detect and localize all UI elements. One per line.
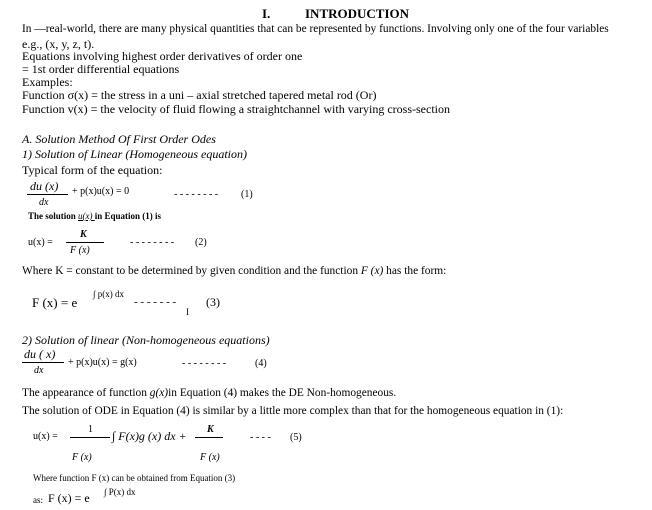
where-k-pre: Where K = constant to be determined by given condition and the function — [22, 265, 361, 277]
eq5-numerator-1: 1 — [88, 424, 93, 435]
subsection-1-title: 1) Solution of Linear (Homogeneous equation) — [22, 147, 247, 161]
section-title: INTRODUCTION — [305, 6, 410, 21]
eq5-lhs: u(x) = — [33, 431, 58, 442]
eq1-denominator: dx — [39, 197, 49, 208]
eq4-label: (4) — [255, 358, 267, 369]
eq3-exponent: ∫ p(x) dx — [93, 289, 124, 299]
eq4-fraction-bar — [22, 362, 64, 363]
solution-pre: The solution — [28, 211, 79, 221]
eq5-dashes: - - - - — [250, 432, 271, 443]
eq4-denominator: dx — [34, 365, 44, 376]
solution-post: in Equation (1) is — [94, 211, 162, 221]
eq6-lhs: F (x) = e — [48, 491, 90, 505]
intro-line-1: In —real-world, there are many physical quantities that can be represented by functions. Involving only one of the four variables — [22, 23, 609, 35]
where-function-line: Where function F (x) can be obtained from Equation (3) — [33, 473, 236, 483]
eq1-numerator: du (x) — [30, 179, 59, 193]
subsection-2-title: 2) Solution of linear (Non-homogeneous equations) — [22, 333, 270, 347]
eq1-rest: + p(x)u(x) = 0 — [72, 186, 130, 197]
eq6-pre: as: — [33, 495, 43, 505]
eq3-dashes: - - - - - - - — [134, 296, 177, 308]
intro-line-7: Function v(x) = the velocity of fluid flowing a straightchannel with varying cross-section — [22, 102, 451, 116]
eq1-fraction-bar — [27, 194, 68, 195]
solution-line — [28, 212, 161, 221]
eq4-dashes: - - - - - - - - — [182, 358, 227, 369]
eq4-rest: + p(x)u(x) = g(x) — [68, 357, 137, 368]
where-k-fn: F (x) — [360, 265, 384, 277]
eq5-denominator-2: F (x) — [200, 452, 220, 463]
eq2-dashes: - - - - - - - - — [130, 237, 175, 248]
eq2-lhs: u(x) = — [28, 237, 53, 248]
eq5-numerator-2: K — [207, 424, 214, 435]
eq3-mark: I — [186, 307, 189, 317]
eq4-numerator: du ( x) — [24, 347, 56, 361]
section-number: I. — [262, 6, 271, 21]
eq5-fraction-bar-1 — [70, 437, 110, 438]
eq5-integral: ∫ F(x)g (x) dx + — [112, 429, 187, 443]
eq6-exponent: ∫ P(x) dx — [104, 487, 136, 497]
similar-line: The solution of ODE in Equation (4) is similar by a little more complex than that for the homogeneous equation in (1): — [22, 405, 564, 417]
eq2-label: (2) — [195, 237, 207, 248]
appearance-pre: The appearance of function — [22, 387, 150, 399]
eq2-denominator: F (x) — [70, 245, 90, 256]
eq3-label: (3) — [206, 295, 220, 309]
intro-line-2: e.g., (x, y, z, t). — [22, 37, 95, 51]
eq1-dashes: - - - - - - - - — [174, 189, 219, 200]
eq5-denominator-1: F (x) — [72, 452, 92, 463]
intro-line-5: Examples: — [22, 75, 73, 89]
eq2-fraction-bar — [66, 242, 104, 243]
intro-line-6: Function σ(x) = the stress in a uni – axial stretched tapered metal rod (Or) — [22, 88, 377, 102]
eq5-fraction-bar-2 — [195, 437, 223, 438]
solution-fn: u(x) — [78, 211, 95, 221]
eq1-label: (1) — [241, 189, 253, 200]
intro-line-4: = 1st order differential equations — [22, 62, 180, 76]
eq2-numerator: K — [80, 229, 87, 240]
typical-form-text: Typical form of the equation: — [22, 163, 163, 177]
subsection-a-title: A. Solution Method Of First Order Odes — [22, 132, 216, 146]
appearance-line — [22, 388, 396, 399]
where-k-post: has the form: — [383, 265, 447, 277]
appearance-post: in Equation (4) makes the DE Non-homogeneous. — [168, 387, 397, 399]
appearance-fn: g(x) — [149, 387, 169, 399]
where-k-line — [22, 266, 446, 277]
eq3-lhs: F (x) = e — [32, 295, 78, 310]
intro-line-3: Equations involving highest order derivatives of order one — [22, 49, 303, 63]
eq5-label: (5) — [290, 432, 302, 443]
